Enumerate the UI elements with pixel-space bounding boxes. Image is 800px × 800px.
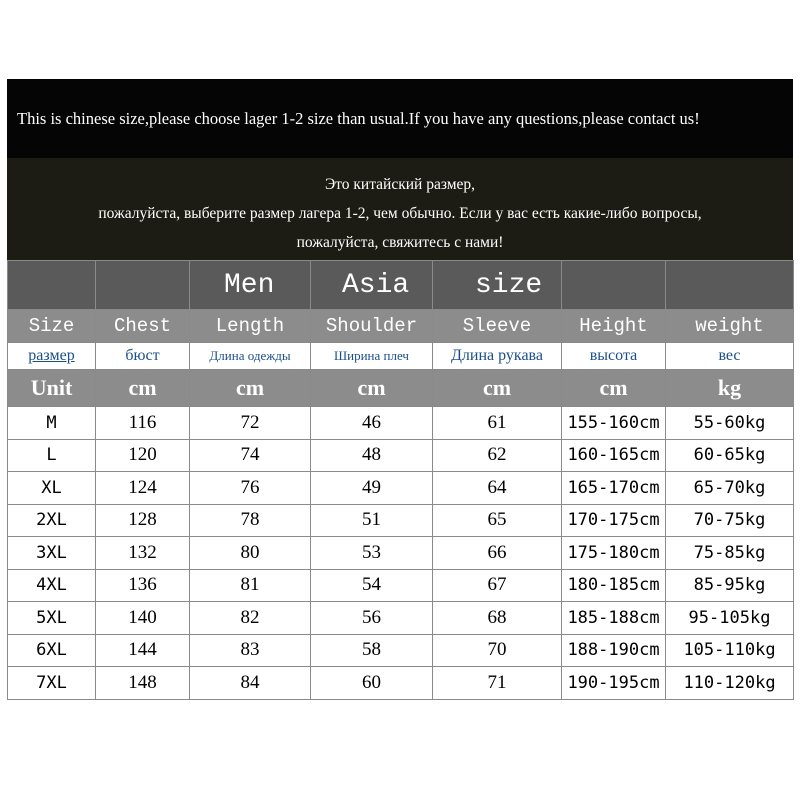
size-chart bbox=[7, 79, 793, 700]
header-ru-sleeve: Длина рукава bbox=[433, 343, 562, 370]
unit-shoulder: cm bbox=[311, 370, 433, 407]
table-row bbox=[8, 504, 794, 537]
cell-size: M bbox=[8, 407, 96, 440]
table-row bbox=[8, 602, 794, 635]
cell-length: 78 bbox=[190, 504, 311, 537]
cell-shoulder: 58 bbox=[311, 634, 433, 667]
cell-weight: 55-60kg bbox=[666, 407, 794, 440]
cell-shoulder: 51 bbox=[311, 504, 433, 537]
header-ru-weight: вес bbox=[666, 343, 794, 370]
cell-shoulder: 60 bbox=[311, 667, 433, 700]
title-row bbox=[8, 261, 794, 310]
cell-sleeve: 65 bbox=[433, 504, 562, 537]
cell-shoulder: 46 bbox=[311, 407, 433, 440]
cell-height: 190-195cm bbox=[562, 667, 666, 700]
cell-sleeve: 67 bbox=[433, 569, 562, 602]
table-row bbox=[8, 472, 794, 505]
unit-chest: cm bbox=[96, 370, 190, 407]
cell-chest: 124 bbox=[96, 472, 190, 505]
notice-english bbox=[7, 79, 793, 158]
cell-height: 160-165cm bbox=[562, 439, 666, 472]
cell-weight: 70-75kg bbox=[666, 504, 794, 537]
cell-weight: 105-110kg bbox=[666, 634, 794, 667]
cell-chest: 120 bbox=[96, 439, 190, 472]
cell-chest: 132 bbox=[96, 537, 190, 570]
cell-shoulder: 49 bbox=[311, 472, 433, 505]
cell-length: 72 bbox=[190, 407, 311, 440]
cell-sleeve: 70 bbox=[433, 634, 562, 667]
cell-length: 82 bbox=[190, 602, 311, 635]
cell-height: 188-190cm bbox=[562, 634, 666, 667]
title-cell-empty bbox=[562, 261, 666, 310]
cell-weight: 65-70kg bbox=[666, 472, 794, 505]
unit-weight: kg bbox=[666, 370, 794, 407]
header-shoulder: Shoulder bbox=[311, 310, 433, 343]
cell-weight: 75-85kg bbox=[666, 537, 794, 570]
cell-sleeve: 68 bbox=[433, 602, 562, 635]
cell-size: L bbox=[8, 439, 96, 472]
header-row-russian bbox=[8, 343, 794, 370]
cell-size: 7XL bbox=[8, 667, 96, 700]
table-row bbox=[8, 667, 794, 700]
cell-length: 80 bbox=[190, 537, 311, 570]
title-asia: Asia bbox=[311, 261, 433, 310]
notice-english-text: This is chinese size,please choose lager 1-2 size than usual.If you have any questions,please contact us! bbox=[17, 108, 700, 128]
cell-sleeve: 61 bbox=[433, 407, 562, 440]
header-ru-length: Длина одежды bbox=[190, 343, 311, 370]
notice-russian-line-2: пожалуйста, выберите размер лагера 1-2, чем обычно. Если у вас есть какие-либо вопросы, bbox=[98, 205, 702, 222]
cell-length: 74 bbox=[190, 439, 311, 472]
cell-size: 6XL bbox=[8, 634, 96, 667]
cell-size: XL bbox=[8, 472, 96, 505]
cell-height: 180-185cm bbox=[562, 569, 666, 602]
header-ru-chest: бюст bbox=[96, 343, 190, 370]
title-men: Men bbox=[190, 261, 311, 310]
cell-sleeve: 64 bbox=[433, 472, 562, 505]
table-row bbox=[8, 569, 794, 602]
cell-chest: 116 bbox=[96, 407, 190, 440]
title-cell-empty bbox=[8, 261, 96, 310]
header-chest: Chest bbox=[96, 310, 190, 343]
cell-length: 76 bbox=[190, 472, 311, 505]
unit-height: cm bbox=[562, 370, 666, 407]
title-size: size bbox=[433, 261, 562, 310]
cell-chest: 128 bbox=[96, 504, 190, 537]
table-row bbox=[8, 634, 794, 667]
table-row bbox=[8, 407, 794, 440]
cell-shoulder: 53 bbox=[311, 537, 433, 570]
cell-height: 170-175cm bbox=[562, 504, 666, 537]
notice-russian-line-1: Это китайский размер, bbox=[324, 176, 476, 193]
cell-chest: 136 bbox=[96, 569, 190, 602]
cell-chest: 148 bbox=[96, 667, 190, 700]
cell-chest: 140 bbox=[96, 602, 190, 635]
header-weight: weight bbox=[666, 310, 794, 343]
header-ru-size: размер bbox=[8, 343, 96, 370]
header-sleeve: Sleeve bbox=[433, 310, 562, 343]
cell-height: 155-160cm bbox=[562, 407, 666, 440]
notice-russian bbox=[7, 158, 793, 260]
title-cell-empty bbox=[666, 261, 794, 310]
header-ru-height: высота bbox=[562, 343, 666, 370]
cell-size: 5XL bbox=[8, 602, 96, 635]
unit-label: Unit bbox=[8, 370, 96, 407]
header-height: Height bbox=[562, 310, 666, 343]
cell-weight: 95-105kg bbox=[666, 602, 794, 635]
cell-length: 83 bbox=[190, 634, 311, 667]
cell-length: 84 bbox=[190, 667, 311, 700]
unit-length: cm bbox=[190, 370, 311, 407]
cell-size: 3XL bbox=[8, 537, 96, 570]
notice-russian-line-3: пожалуйста, свяжитесь с нами! bbox=[296, 234, 504, 251]
cell-weight: 85-95kg bbox=[666, 569, 794, 602]
cell-chest: 144 bbox=[96, 634, 190, 667]
cell-sleeve: 66 bbox=[433, 537, 562, 570]
cell-weight: 110-120kg bbox=[666, 667, 794, 700]
cell-length: 81 bbox=[190, 569, 311, 602]
unit-row bbox=[8, 370, 794, 407]
table-row bbox=[8, 537, 794, 570]
cell-size: 4XL bbox=[8, 569, 96, 602]
cell-sleeve: 71 bbox=[433, 667, 562, 700]
header-size: Size bbox=[8, 310, 96, 343]
table-row bbox=[8, 439, 794, 472]
header-length: Length bbox=[190, 310, 311, 343]
header-row-english bbox=[8, 310, 794, 343]
title-cell-empty bbox=[96, 261, 190, 310]
cell-height: 185-188cm bbox=[562, 602, 666, 635]
cell-weight: 60-65kg bbox=[666, 439, 794, 472]
header-ru-shoulder: Ширина плеч bbox=[311, 343, 433, 370]
cell-sleeve: 62 bbox=[433, 439, 562, 472]
cell-height: 175-180cm bbox=[562, 537, 666, 570]
cell-shoulder: 56 bbox=[311, 602, 433, 635]
cell-height: 165-170cm bbox=[562, 472, 666, 505]
unit-sleeve: cm bbox=[433, 370, 562, 407]
cell-size: 2XL bbox=[8, 504, 96, 537]
cell-shoulder: 54 bbox=[311, 569, 433, 602]
size-table bbox=[7, 260, 794, 700]
cell-shoulder: 48 bbox=[311, 439, 433, 472]
